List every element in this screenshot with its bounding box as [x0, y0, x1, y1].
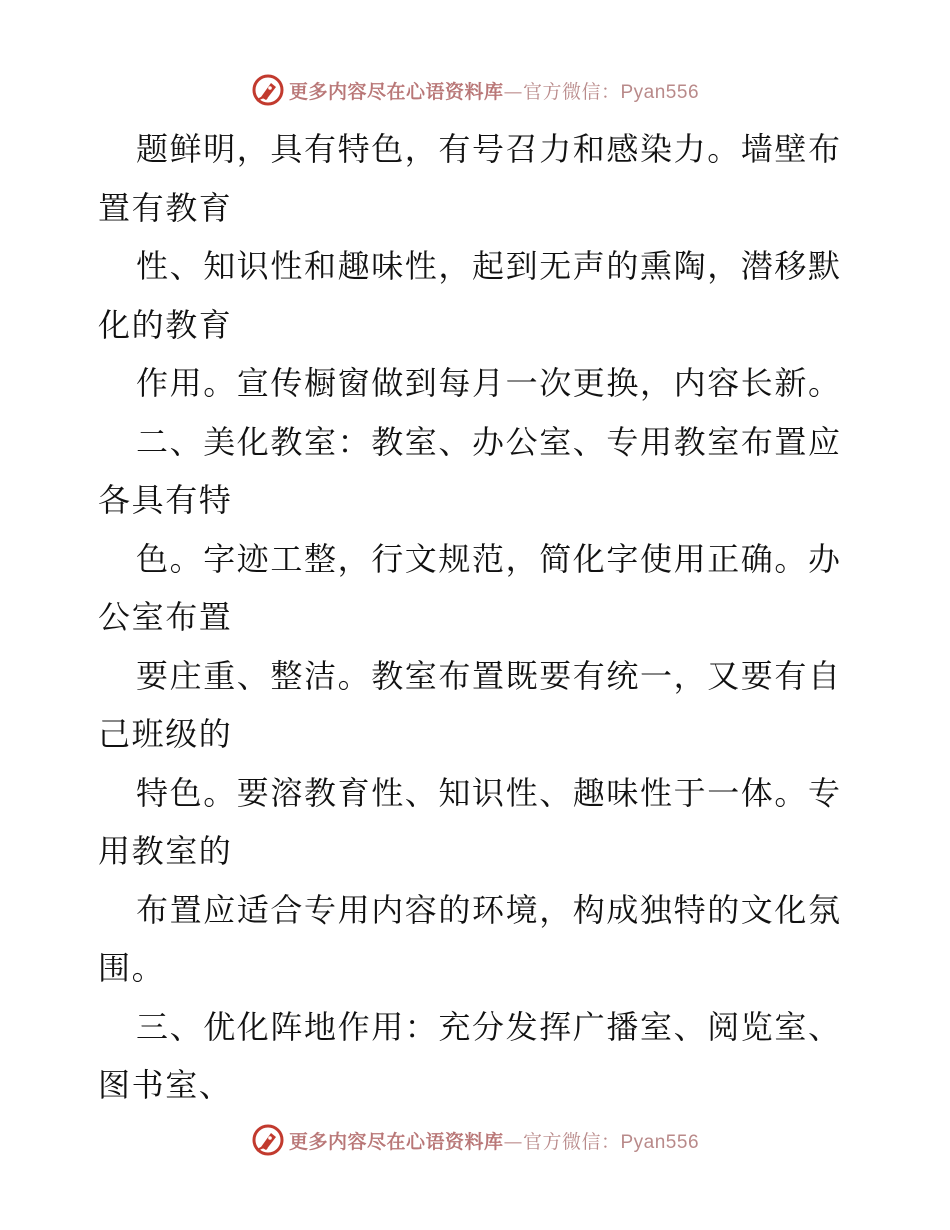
banner-wechat-id: Pyan556	[620, 81, 700, 103]
text-line: 性、知识性和趣味性，起到无声的熏陶，潜移默	[136, 247, 842, 285]
text-line: 色。字迹工整，行文规范，简化字使用正确。办	[136, 539, 842, 578]
text-line: 各具有特	[98, 481, 233, 519]
text-line: 置有教育	[98, 188, 233, 227]
banner-wechat-id: Pyan556	[620, 1131, 700, 1153]
text-line: 化的教育	[98, 305, 233, 344]
text-line: 用教室的	[98, 832, 233, 870]
banner-text	[289, 1127, 699, 1154]
footer-banner	[0, 1120, 950, 1160]
text-line: 三、优化阵地作用：充分发挥广播室、阅览室、	[136, 1007, 842, 1046]
text-line: 布置应适合专用内容的环境，构成独特的文化氛	[136, 890, 842, 929]
text-line: 己班级的	[98, 715, 233, 753]
text-line: 作用。宣传橱窗做到每月一次更换，内容长新。	[136, 364, 842, 402]
text-line: 围。	[98, 949, 166, 987]
banner-main-text: 更多内容尽在心语资料库	[288, 80, 504, 103]
text-line: 公室布置	[98, 598, 233, 636]
banner-wechat-label: 官方微信：	[522, 80, 621, 103]
text-line: 二、美化教室：教室、办公室、专用教室布置应	[136, 422, 842, 461]
header-banner	[0, 70, 950, 110]
text-line: 特色。要溶教育性、知识性、趣味性于一体。专	[136, 773, 842, 812]
pen-nib-logo-icon	[251, 73, 285, 107]
banner-main-text: 更多内容尽在心语资料库	[288, 1130, 504, 1153]
document-body	[98, 120, 858, 1115]
banner-separator: —	[503, 1130, 523, 1153]
pen-nib-logo-icon	[251, 1123, 285, 1157]
banner-separator: —	[503, 80, 523, 103]
text-line: 图书室、	[98, 1066, 233, 1104]
text-line: 题鲜明，具有特色，有号召力和感染力。墙壁布	[136, 130, 842, 168]
text-line: 要庄重、整洁。教室布置既要有统一，又要有自	[136, 656, 842, 695]
banner-wechat-label: 官方微信：	[522, 1130, 621, 1153]
banner-text	[289, 77, 699, 104]
